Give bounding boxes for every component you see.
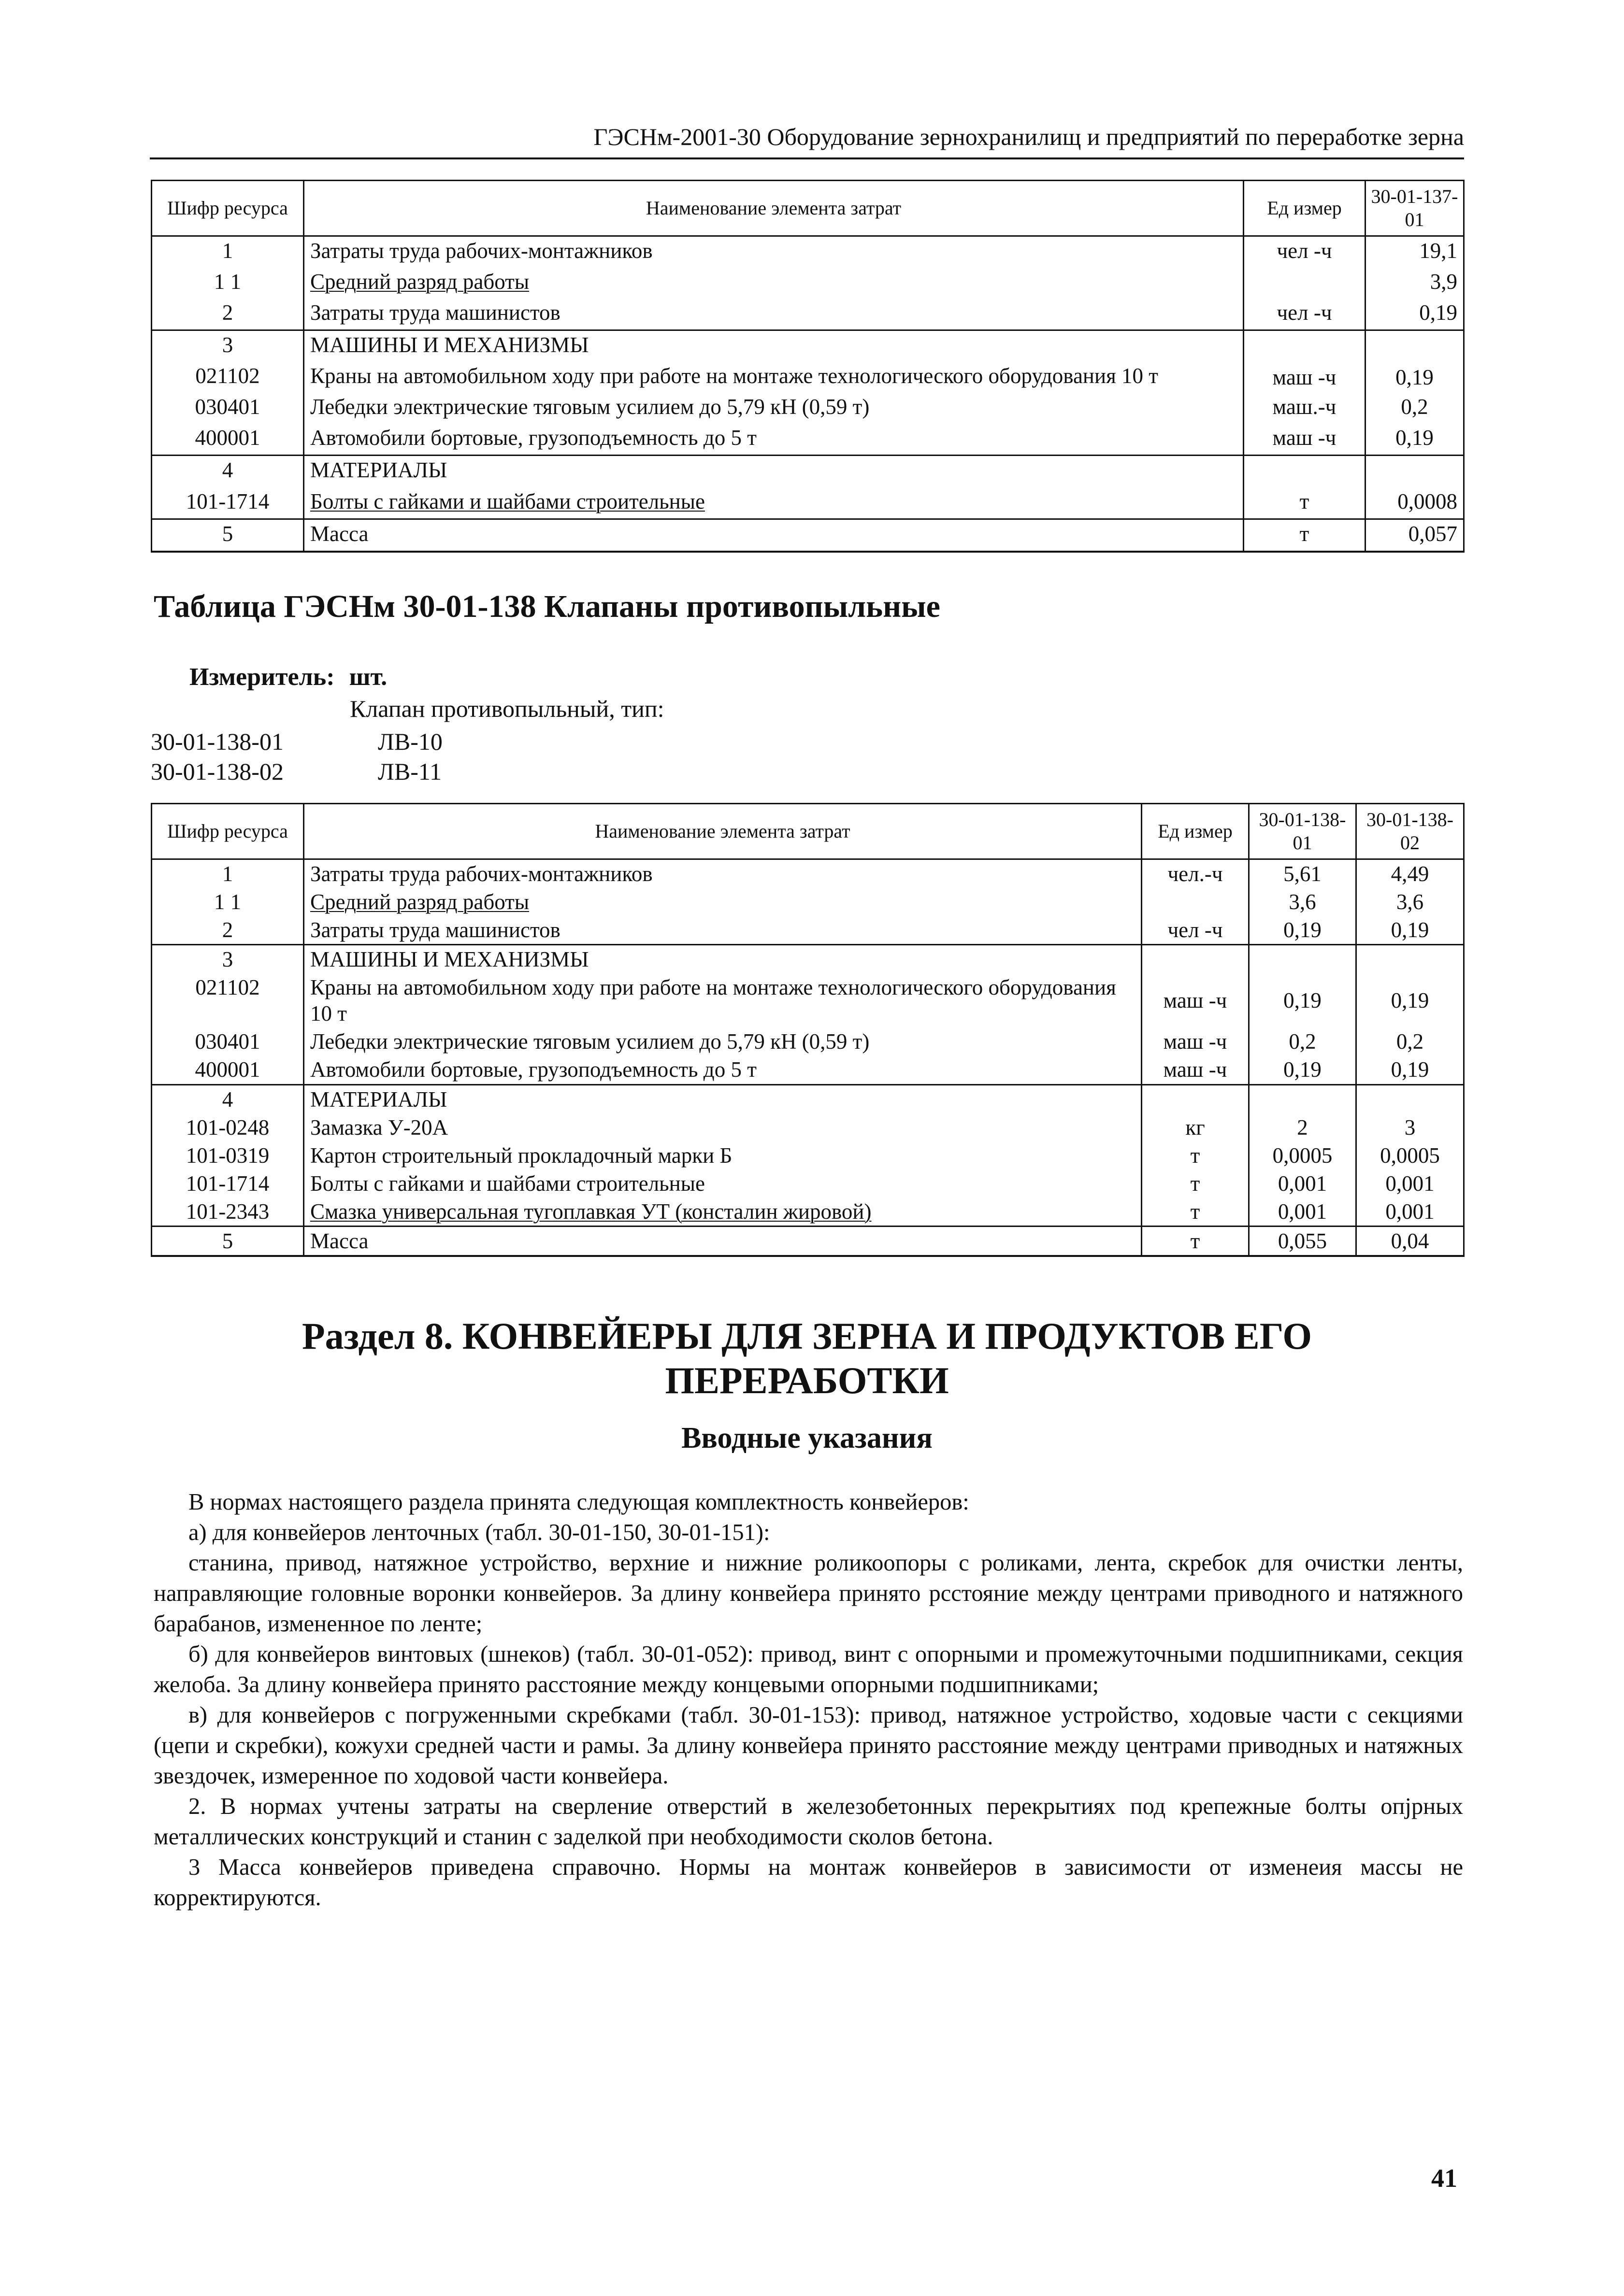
cell-value: 0,001 (1249, 1198, 1356, 1226)
cell-code: 400001 (152, 1055, 304, 1084)
cell-value: 0,19 (1365, 362, 1464, 393)
cell-value: 0,0005 (1249, 1141, 1356, 1169)
cell-code: 4 (152, 1084, 304, 1113)
section-title-line: Раздел 8. КОНВЕЙЕРЫ ДЛЯ ЗЕРНА И ПРОДУКТОВ ЕГО (302, 1315, 1312, 1357)
paragraph: станина, привод, натяжное устройство, верхние и нижние роликоопоры с роликами, лента, скребок для очистки ленты, направляющие головные воронки конвейеров. За длину конвейера принято рсстояние между центрами приводного и натяжного барабанов, измененное по ленте; (154, 1550, 1463, 1637)
cell-value: 0,057 (1365, 519, 1464, 552)
cell-unit (1142, 945, 1249, 974)
cell-value: 2 (1249, 1113, 1356, 1141)
cell-name: Краны на автомобильном ходу при работе на монтаже технологического оборудования 10 т (304, 362, 1244, 393)
cell-code: 1 1 (152, 268, 304, 299)
cell-value: 0,2 (1249, 1027, 1356, 1055)
cell-value: 3 (1356, 1113, 1464, 1141)
cell-name: Затраты труда рабочих-монтажников (304, 236, 1244, 268)
table-row (152, 1226, 1464, 1256)
cell-unit: чел -ч (1244, 236, 1365, 268)
cell-name: Средний разряд работы (304, 268, 1244, 299)
cell-value: 0,19 (1249, 973, 1356, 1027)
paragraph: б) для конвейеров винтовых (шнеков) (табл. 30-01-052): привод, винт с опорными и промежуточными подшипниками, секция желоба. За длину конвейера принято расстояние между концевыми опорными подшипниками; (154, 1641, 1463, 1697)
cell-unit: т (1142, 1169, 1249, 1198)
col-header-norm: 30-01-137-01 (1365, 181, 1464, 236)
col-header-code: Шифр ресурса (152, 181, 304, 236)
cell-name: Болты с гайками и шайбами строительные (304, 1169, 1142, 1198)
resource-table-137 (151, 180, 1465, 553)
cell-name: МАШИНЫ И МЕХАНИЗМЫ (304, 945, 1142, 974)
table-row-group-heading (152, 456, 1464, 487)
table-row (152, 268, 1464, 299)
cell-code: 101-0248 (152, 1113, 304, 1141)
cell-value: 0,19 (1356, 916, 1464, 945)
cell-name: Масса (304, 519, 1244, 552)
table-row (152, 424, 1464, 456)
col-header-name: Наименование элемента затрат (304, 804, 1142, 859)
cell-unit: маш -ч (1244, 424, 1365, 456)
paragraph: в) для конвейеров с погруженными скребками (табл. 30-01-153): привод, натяжное устройство, ходовые части с секциями (цепи и скребки), кожухи средней части и рамы. За длину конвейера принято расстояние между центрами приводных и натяжных звездочек, измеренное по ходовой части конвейера. (154, 1702, 1463, 1789)
table-row (152, 973, 1464, 1027)
paragraph: 2. В нормах учтены затраты на сверление отверстий в железобетонных перекрытиях под крепежные болты опjрных металлических конструкций и станин с заделкой при необходимости сколов бетона. (154, 1794, 1463, 1850)
cell-value (1249, 945, 1356, 974)
paragraph: а) для конвейеров ленточных (табл. 30-01-150, 30-01-151): (188, 1520, 770, 1545)
cell-unit (1244, 330, 1365, 362)
cell-value (1249, 1084, 1356, 1113)
table-row (152, 299, 1464, 330)
cell-unit: маш.-ч (1244, 393, 1365, 424)
table-row (152, 519, 1464, 552)
cell-code: 101-2343 (152, 1198, 304, 1226)
cell-name: Автомобили бортовые, грузоподъемность до 5 т (304, 1055, 1142, 1084)
cell-value: 4,49 (1356, 859, 1464, 888)
cell-name: Болты с гайками и шайбами строительные (304, 487, 1244, 519)
table-header-row (152, 181, 1464, 236)
col-header-unit: Ед измер (1244, 181, 1365, 236)
table-row (152, 1169, 1464, 1198)
cell-value: 0,19 (1249, 916, 1356, 945)
table-row (152, 393, 1464, 424)
cell-value: 3,6 (1249, 888, 1356, 916)
cell-value (1356, 945, 1464, 974)
cell-name: МАТЕРИАЛЫ (304, 1084, 1142, 1113)
table-row (152, 1027, 1464, 1055)
table-row (152, 888, 1464, 916)
cell-value: 0,2 (1365, 393, 1464, 424)
cell-unit: чел -ч (1142, 916, 1249, 945)
meter-label: Измеритель: (189, 663, 335, 691)
cell-unit (1244, 268, 1365, 299)
cell-name: Лебедки электрические тяговым усилием до 5,79 кН (0,59 т) (304, 1027, 1142, 1055)
norm-code-line (151, 757, 442, 785)
cell-code: 5 (152, 519, 304, 552)
cell-name: Масса (304, 1226, 1142, 1256)
cell-unit: т (1142, 1226, 1249, 1256)
cell-unit: т (1142, 1198, 1249, 1226)
cell-value: 0,19 (1365, 299, 1464, 330)
cell-name: Автомобили бортовые, грузоподъемность до 5 т (304, 424, 1244, 456)
cell-value: 0,2 (1356, 1027, 1464, 1055)
cell-value: 0,19 (1249, 1055, 1356, 1084)
norm-code: 30-01-138-01 (151, 728, 284, 755)
table-row (152, 1113, 1464, 1141)
cell-name: МАШИНЫ И МЕХАНИЗМЫ (304, 330, 1244, 362)
cell-unit: т (1244, 519, 1365, 552)
cell-value: 0,04 (1356, 1226, 1464, 1256)
col-header-norm: 30-01-138-02 (1356, 804, 1464, 859)
cell-name: Смазка универсальная тугоплавкая УТ (консталин жировой) (304, 1198, 1142, 1226)
cell-code: 030401 (152, 393, 304, 424)
section-subtitle: Вводные указания (681, 1422, 933, 1455)
cell-value: 0,0008 (1365, 487, 1464, 519)
table-row (152, 362, 1464, 393)
col-header-code: Шифр ресурса (152, 804, 304, 859)
table-row (152, 487, 1464, 519)
col-header-unit: Ед измер (1142, 804, 1249, 859)
table-row (152, 916, 1464, 945)
table-row (152, 859, 1464, 888)
cell-name: Затраты труда рабочих-монтажников (304, 859, 1142, 888)
cell-value: 0,19 (1356, 973, 1464, 1027)
cell-unit: кг (1142, 1113, 1249, 1141)
table-row (152, 236, 1464, 268)
cell-name: Замазка У-20А (304, 1113, 1142, 1141)
norm-type: ЛВ-11 (378, 758, 442, 785)
cell-name: Лебедки электрические тяговым усилием до 5,79 кН (0,59 т) (304, 393, 1244, 424)
cell-code: 4 (152, 456, 304, 487)
paragraph: 3 Масса конвейеров приведена справочно. Нормы на монтаж конвейеров в зависимости от изменеия массы не корректируются. (154, 1854, 1463, 1911)
cell-name: Затраты труда машинистов (304, 916, 1142, 945)
cell-value: 0,001 (1249, 1169, 1356, 1198)
cell-value: 5,61 (1249, 859, 1356, 888)
meter-line (189, 663, 387, 691)
table-row (152, 1198, 1464, 1226)
table-title: Таблица ГЭСНм 30-01-138 Клапаны противопыльные (154, 589, 940, 624)
paragraph: В нормах настоящего раздела принята следующая комплектность конвейеров: (188, 1489, 969, 1515)
running-header: ГЭСНм-2001-30 Оборудование зернохранилищ и предприятий по переработке зерна (150, 116, 1464, 159)
table-header-row (152, 804, 1464, 859)
section-title (151, 1314, 1463, 1403)
cell-value (1365, 330, 1464, 362)
cell-value: 0,055 (1249, 1226, 1356, 1256)
cell-name: Картон строительный прокладочный марки Б (304, 1141, 1142, 1169)
col-header-name: Наименование элемента затрат (304, 181, 1244, 236)
cell-value: 0,001 (1356, 1169, 1464, 1198)
resource-table-138 (151, 803, 1465, 1257)
cell-code: 030401 (152, 1027, 304, 1055)
cell-unit: т (1244, 487, 1365, 519)
cell-code: 1 1 (152, 888, 304, 916)
cell-code: 101-1714 (152, 1169, 304, 1198)
cell-value: 0,19 (1365, 424, 1464, 456)
table-row (152, 1055, 1464, 1084)
cell-unit: чел -ч (1244, 299, 1365, 330)
cell-name: Средний разряд работы (304, 888, 1142, 916)
cell-code: 3 (152, 330, 304, 362)
cell-unit: маш -ч (1142, 1055, 1249, 1084)
cell-value: 3,6 (1356, 888, 1464, 916)
meter-value: шт. (349, 663, 388, 691)
cell-unit (1142, 1084, 1249, 1113)
col-header-norm: 30-01-138-01 (1249, 804, 1356, 859)
cell-code: 021102 (152, 362, 304, 393)
cell-unit: чел.-ч (1142, 859, 1249, 888)
cell-code: 5 (152, 1226, 304, 1256)
cell-name: МАТЕРИАЛЫ (304, 456, 1244, 487)
cell-unit (1244, 456, 1365, 487)
norm-code-line (151, 727, 443, 756)
cell-code: 1 (152, 236, 304, 268)
cell-unit: маш -ч (1142, 973, 1249, 1027)
section-title-line: ПЕРЕРАБОТКИ (665, 1359, 949, 1402)
norm-code: 30-01-138-02 (151, 758, 284, 785)
cell-name: Затраты труда машинистов (304, 299, 1244, 330)
cell-code: 2 (152, 916, 304, 945)
cell-value: 0,19 (1356, 1055, 1464, 1084)
section-body (154, 1487, 1463, 1913)
cell-unit: маш -ч (1142, 1027, 1249, 1055)
table-row-group-heading (152, 945, 1464, 974)
cell-value: 3,9 (1365, 268, 1464, 299)
cell-value (1365, 456, 1464, 487)
table-row-group-heading (152, 330, 1464, 362)
cell-code: 101-1714 (152, 487, 304, 519)
type-lead-text: Клапан противопыльный, тип: (350, 695, 664, 722)
cell-code: 400001 (152, 424, 304, 456)
cell-value: 0,001 (1356, 1198, 1464, 1226)
cell-unit: маш -ч (1244, 362, 1365, 393)
table-row-group-heading (152, 1084, 1464, 1113)
norm-type: ЛВ-10 (378, 728, 443, 755)
cell-value: 0,0005 (1356, 1141, 1464, 1169)
cell-unit: т (1142, 1141, 1249, 1169)
cell-code: 2 (152, 299, 304, 330)
cell-value: 19,1 (1365, 236, 1464, 268)
cell-code: 101-0319 (152, 1141, 304, 1169)
cell-name: Краны на автомобильном ходу при работе на монтаже технологического оборудования 10 т (304, 973, 1142, 1027)
cell-unit (1142, 888, 1249, 916)
cell-code: 021102 (152, 973, 304, 1027)
cell-code: 3 (152, 945, 304, 974)
table-row (152, 1141, 1464, 1169)
cell-code: 1 (152, 859, 304, 888)
page-number: 41 (1431, 2164, 1457, 2193)
cell-value (1356, 1084, 1464, 1113)
